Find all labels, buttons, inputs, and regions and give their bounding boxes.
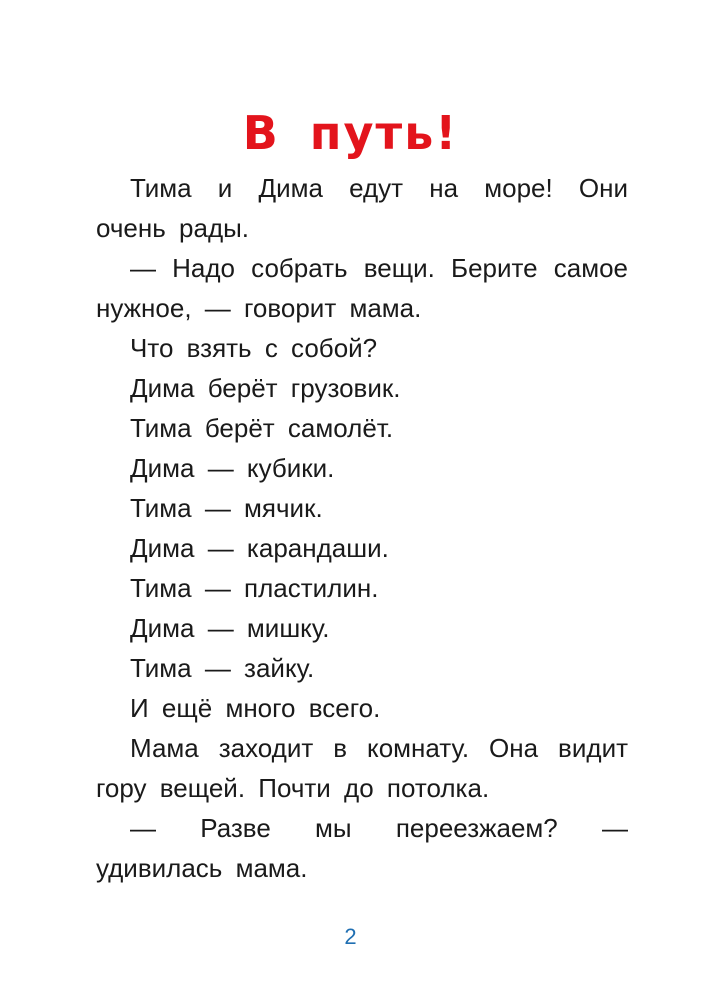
page-number: 2 — [344, 924, 357, 949]
paragraph: Тима берёт самолёт. — [130, 413, 394, 443]
paragraph: Тима — мячик. — [130, 493, 323, 523]
paragraph: Что взять с собой? — [130, 333, 378, 363]
paragraph: Тима и Дима едут на море! Они очень рады. — [96, 173, 628, 243]
paragraph: Дима берёт грузовик. — [130, 373, 401, 403]
story-text — [96, 168, 628, 888]
paragraph: — Надо собрать вещи. Берите самое нужное, — говорит мама. — [96, 253, 628, 323]
paragraph: Тима — зайку. — [130, 653, 315, 683]
paragraph: Дима — карандаши. — [130, 533, 389, 563]
paragraph: Мама заходит в комнату. Она видит гору вещей. Почти до потолка. — [96, 733, 628, 803]
paragraph: Дима — кубики. — [130, 453, 335, 483]
page-title: В путь! — [242, 105, 459, 160]
paragraph: И ещё много всего. — [130, 693, 381, 723]
paragraph: Тима — пластилин. — [130, 573, 379, 603]
paragraph: Дима — мишку. — [130, 613, 330, 643]
paragraph: — Разве мы переезжаем? — удивилась мама. — [96, 813, 628, 883]
